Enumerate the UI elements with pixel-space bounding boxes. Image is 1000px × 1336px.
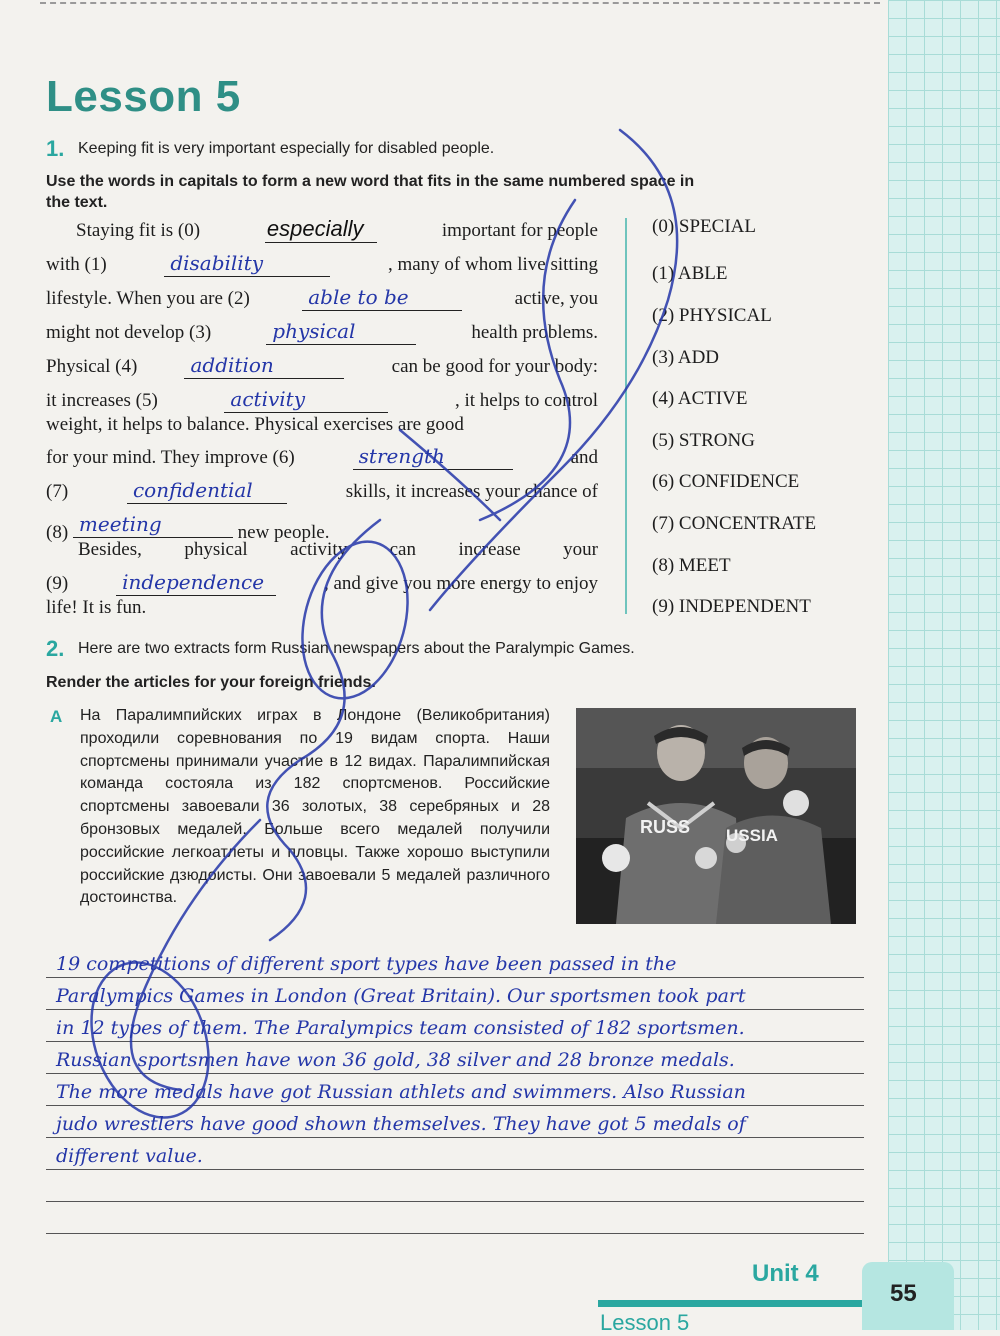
handwritten-line: The more medals have got Russian athlets and swimmers. Also Russian xyxy=(56,1081,746,1103)
answer-blank-1[interactable] xyxy=(164,251,330,277)
passage-line xyxy=(46,285,598,311)
passage-text: can be good for your body: xyxy=(391,356,598,377)
instruction-line-1: Use the words in capitals to form a new word that fits in the same numbered space in xyxy=(46,173,695,190)
passage-text: skills, it increases your chance of xyxy=(345,481,598,502)
passage-text: , and give you more energy to enjoy xyxy=(323,573,598,594)
handwritten-line: 19 competitions of different sport types have been passed in the xyxy=(56,953,677,975)
jersey-text-right: USSIA xyxy=(726,826,778,845)
cut-line xyxy=(40,2,880,4)
footer-bar xyxy=(598,1300,862,1307)
answer-blank-7[interactable] xyxy=(127,478,287,504)
writing-line xyxy=(46,1073,864,1074)
writing-line xyxy=(46,1041,864,1042)
example-answer: especially xyxy=(266,216,364,241)
exercise-1-number: 1. xyxy=(46,136,65,161)
instruction-line-2: the text. xyxy=(46,194,108,211)
passage-text: important for people xyxy=(441,220,598,241)
exercise-2-number: 2. xyxy=(46,636,65,661)
passage-text: weight, it helps to balance. Physical exercises are good xyxy=(46,414,464,435)
handwritten-line: different value. xyxy=(56,1145,203,1167)
footer-lesson-label: Lesson 5 xyxy=(600,1310,690,1335)
exercise-2-heading: Here are two extracts form Russian newspapers about the Paralympic Games. xyxy=(78,640,635,657)
passage-line xyxy=(46,353,598,379)
passage-line xyxy=(46,570,598,596)
handwritten-answer: able to be xyxy=(308,285,409,309)
handwritten-line: judo wrestlers have good shown themselves. They have got 5 medals of xyxy=(56,1113,746,1135)
answer-blank-8[interactable] xyxy=(73,512,233,538)
passage-text: (8) xyxy=(46,522,69,543)
athletes-photo xyxy=(576,708,856,924)
lesson-title: Lesson 5 xyxy=(46,72,241,121)
passage-line xyxy=(46,444,598,470)
exercise-2-instruction: Render the articles for your foreign friends. xyxy=(46,674,376,691)
passage-text: new people. xyxy=(237,522,330,543)
handwritten-line: Russian sportsmen have won 36 gold, 38 silver and 28 bronze medals. xyxy=(56,1049,735,1071)
word-list-item: (3) ADD xyxy=(652,347,720,368)
handwritten-line: Paralympics Games in London (Great Britain). Our sportsmen took part xyxy=(56,985,746,1007)
passage-text: with (1) xyxy=(46,254,107,275)
passage-line xyxy=(46,478,598,504)
passage-text: life! It is fun. xyxy=(46,597,147,618)
jersey-text-left: RUSS xyxy=(640,817,691,837)
handwritten-answer: physical xyxy=(272,319,356,343)
handwritten-answer: disability xyxy=(170,251,264,275)
passage-text: , it helps to control xyxy=(454,390,598,411)
passage-text: active, you xyxy=(514,288,598,309)
answer-blank-3[interactable] xyxy=(266,319,416,345)
writing-line xyxy=(46,1137,864,1138)
answer-blank-9[interactable] xyxy=(116,570,276,596)
passage-text: it increases (5) xyxy=(46,390,158,411)
handwritten-answer: confidential xyxy=(132,478,253,502)
article-label: A xyxy=(50,707,63,726)
word-list-item: (6) CONFIDENCE xyxy=(652,471,800,492)
exercise-1-instruction xyxy=(46,171,864,213)
answer-blank-5[interactable] xyxy=(224,387,388,413)
writing-line xyxy=(46,1233,864,1234)
answer-blank-4[interactable] xyxy=(184,353,344,379)
passage-text: Besides, physical activity can increase your xyxy=(78,539,598,560)
word-list-item: (9) INDEPENDENT xyxy=(652,596,811,617)
word-list-item: (2) PHYSICAL xyxy=(652,305,772,326)
passage-text: Staying fit is (0) xyxy=(76,220,201,241)
passage-text: for your mind. They improve (6) xyxy=(46,447,295,468)
handwritten-answer: meeting xyxy=(78,512,162,536)
writing-line xyxy=(46,1201,864,1202)
passage-text: and xyxy=(570,447,598,468)
page-number: 55 xyxy=(890,1280,917,1307)
word-list-item: (4) ACTIVE xyxy=(652,388,748,409)
answer-blank-6[interactable] xyxy=(353,444,513,470)
handwritten-line: in 12 types of them. The Paralympics team consisted of 182 sportsmen. xyxy=(56,1017,745,1039)
athletes-photo-image xyxy=(576,708,856,924)
passage-line xyxy=(46,539,598,561)
handwritten-answer: addition xyxy=(190,353,274,377)
passage-text: health problems. xyxy=(471,322,598,343)
passage-text: might not develop (3) xyxy=(46,322,212,343)
writing-line xyxy=(46,977,864,978)
passage-line xyxy=(46,319,598,345)
word-list-item: (5) STRONG xyxy=(652,430,755,451)
passage-line xyxy=(46,387,598,413)
word-list-item: (7) CONCENTRATE xyxy=(652,513,817,534)
column-divider xyxy=(625,218,627,614)
handwritten-answer: strength xyxy=(358,444,445,468)
answer-blank-0 xyxy=(265,216,377,243)
passage-line xyxy=(46,597,598,619)
passage-text: (7) xyxy=(46,481,69,502)
article-text: На Паралимпийских играх в Лондоне (Великобритания) проходили соревнования по 19 видам спорта. Наши спортсмены принимали участие в 12 видах. Паралимпийская команда состояла из 182 спортсменов. Российские спортсмены завоевали 36 золотых, 38 серебряных и 28 бронзовых медалей. Больше всего медалей получили российские легкоатлеты и пловцы. Также хорошо выступили российские дзюдоисты. Они завоевали 5 медалей различного достоинства. xyxy=(80,707,550,907)
word-list-item: (1) ABLE xyxy=(652,263,728,284)
word-list-item: (8) MEET xyxy=(652,555,731,576)
writing-line xyxy=(46,1105,864,1106)
word-list-item: (0) SPECIAL xyxy=(652,216,756,237)
exercise-1-heading: Keeping fit is very important especially for disabled people. xyxy=(78,140,495,157)
answer-blank-2[interactable] xyxy=(302,285,462,311)
passage-line xyxy=(46,251,598,277)
writing-line xyxy=(46,1169,864,1170)
passage-line xyxy=(46,414,598,436)
unit-label: Unit 4 xyxy=(752,1260,819,1287)
grid-margin xyxy=(888,0,1000,1330)
passage-text: lifestyle. When you are (2) xyxy=(46,288,250,309)
handwritten-answer: independence xyxy=(122,570,265,594)
passage-line xyxy=(46,216,598,243)
passage-text: Physical (4) xyxy=(46,356,138,377)
writing-line xyxy=(46,1009,864,1010)
handwritten-answer: activity xyxy=(230,387,305,411)
passage-text: , many of whom live sitting xyxy=(387,254,598,275)
passage-text: (9) xyxy=(46,573,69,594)
